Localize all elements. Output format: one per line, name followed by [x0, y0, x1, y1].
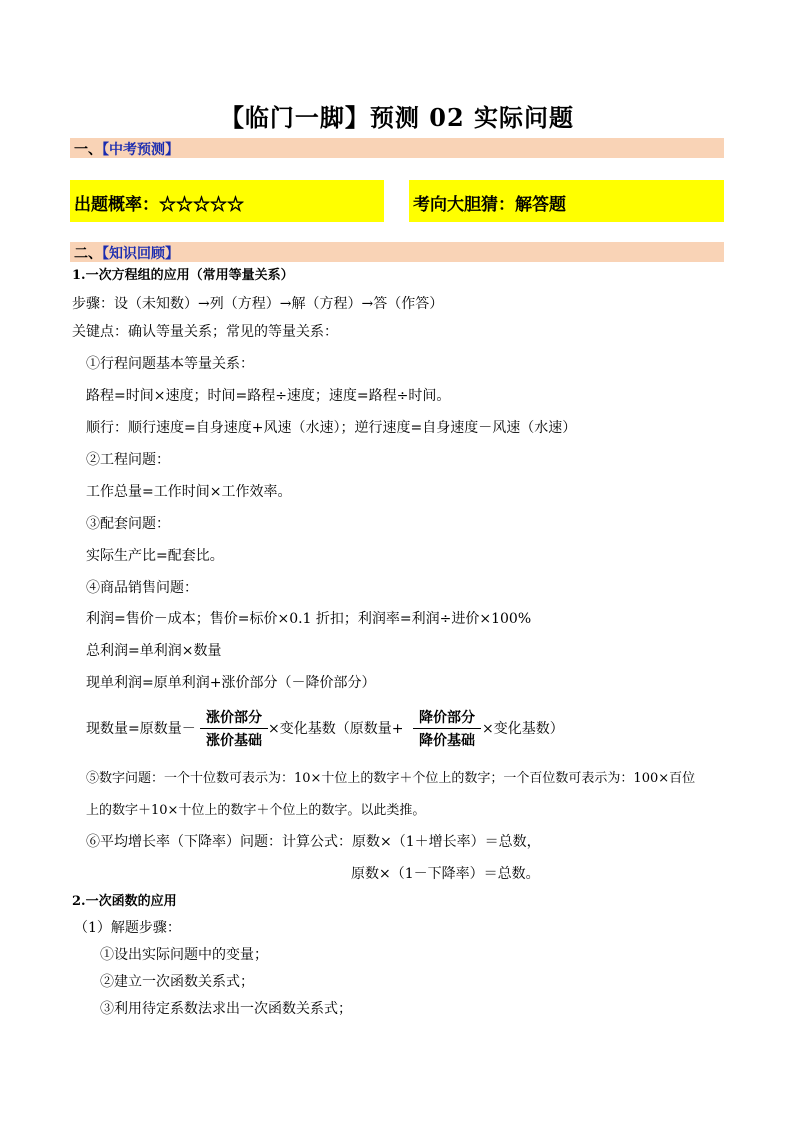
sales-problem-title: ④商品销售问题：	[86, 580, 198, 596]
page-title: 【临门一脚】预测 02 实际问题	[219, 103, 575, 132]
travel-formula: 路程=时间×速度；时间=路程÷速度；速度=路程÷时间。	[86, 388, 451, 404]
matching-formula: 实际生产比=配套比。	[86, 548, 224, 564]
work-formula: 工作总量=工作时间×工作效率。	[86, 484, 292, 500]
section-number: 二、	[74, 246, 102, 262]
question-type-text: 考向大胆猜：解答题	[413, 195, 566, 215]
probability-box	[70, 180, 384, 222]
travel-problem-title: ①行程问题基本等量关系：	[86, 356, 254, 372]
growth-rate-formula: ⑥平均增长率（下降率）问题：计算公式：原数×（1＋增长率）＝总数，	[86, 834, 541, 850]
quantity-formula-middle: ×变化基数（原数量+	[268, 721, 404, 737]
solution-step-1: ①设出实际问题中的变量；	[100, 947, 268, 963]
section-label: 【知识回顾】	[102, 246, 179, 262]
section-label: 【中考预测】	[102, 142, 179, 158]
fraction-numerator: 涨价部分	[200, 707, 268, 729]
section-header-knowledge-review	[70, 242, 724, 262]
solution-step-3: ③利用待定系数法求出一次函数关系式；	[100, 1001, 352, 1017]
key-point-line: 关键点：确认等量关系；常见的等量关系：	[72, 324, 338, 340]
total-profit-formula: 总利润=单利润×数量	[86, 643, 222, 659]
section-header-exam-prediction	[70, 138, 724, 158]
probability-text: 出题概率：☆☆☆☆☆	[74, 195, 244, 215]
profit-formula: 利润=售价－成本；售价=标价×0.1 折扣；利润率=利润÷进价×100%	[86, 611, 532, 627]
quantity-formula-suffix: ×变化基数）	[482, 721, 564, 737]
steps-line: 步骤：设（未知数）→列（方程）→解（方程）→答（作答）	[72, 296, 444, 312]
decline-rate-formula: 原数×（1－下降率）＝总数。	[351, 866, 540, 882]
solution-steps-title: （1）解题步骤：	[74, 920, 181, 936]
fraction-fall	[413, 707, 481, 750]
fraction-denominator: 涨价基础	[206, 733, 262, 749]
work-problem-title: ②工程问题：	[86, 452, 170, 468]
digit-problem-line-1: ⑤数字问题：一个十位数可表示为：10×十位上的数字＋个位上的数字；一个百位数可表示为：100×百位	[86, 771, 696, 786]
digit-problem-line-2: 上的数字＋10×十位上的数字＋个位上的数字。以此类推。	[86, 803, 426, 818]
heading-linear-functions: 2.一次函数的应用	[72, 894, 177, 909]
matching-problem-title: ③配套问题：	[86, 516, 170, 532]
heading-linear-equations: 1.一次方程组的应用（常用等量关系）	[72, 268, 294, 283]
fraction-numerator: 降价部分	[413, 707, 481, 729]
section-number: 一、	[74, 142, 102, 158]
unit-profit-formula: 现单利润=原单利润+涨价部分（－降价部分）	[86, 675, 376, 691]
question-type-box	[409, 180, 724, 222]
quantity-formula-prefix: 现数量=原数量－	[86, 721, 196, 737]
fraction-rise	[200, 707, 268, 750]
fraction-denominator: 降价基础	[419, 733, 475, 749]
wind-speed-formula: 顺行：顺行速度=自身速度+风速（水速）；逆行速度=自身速度－风速（水速）	[86, 420, 577, 436]
solution-step-2: ②建立一次函数关系式；	[100, 974, 254, 990]
